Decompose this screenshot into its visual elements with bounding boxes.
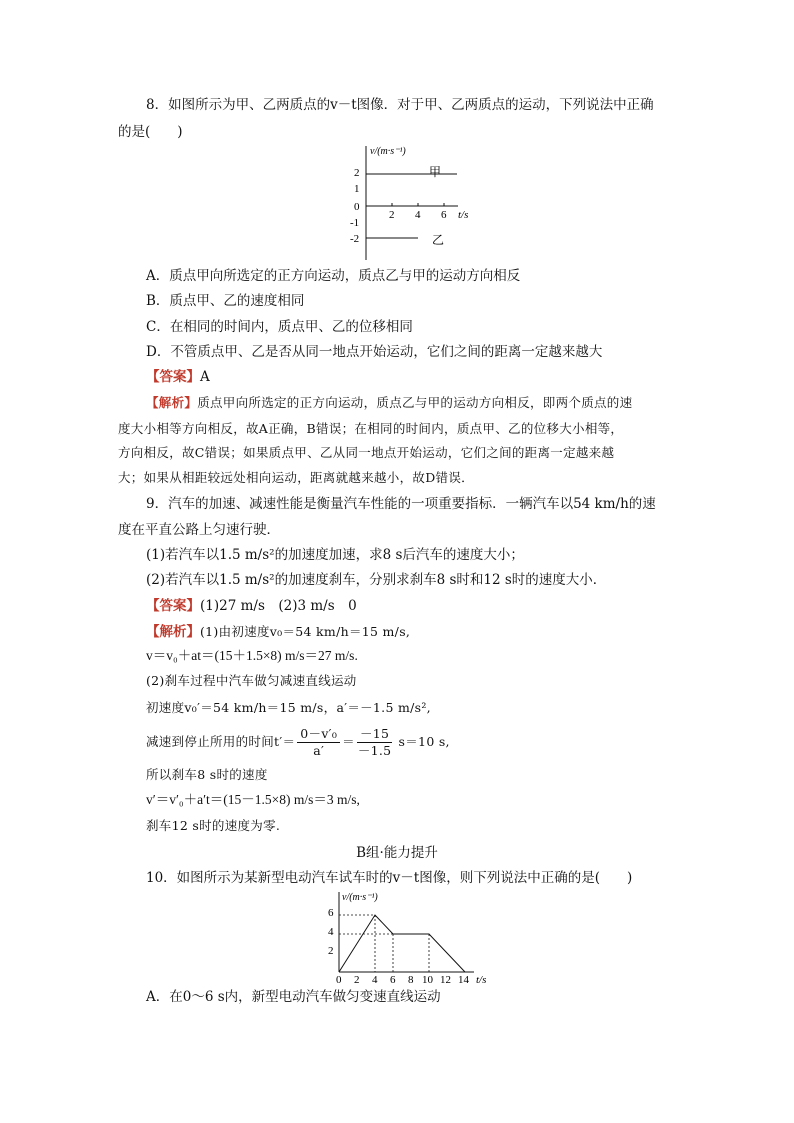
q8-xtick: 4 (415, 209, 421, 221)
q10-xtick: 12 (440, 974, 451, 984)
q9-stem-line1: 9．汽车的加速、减速性能是衡量汽车性能的一项重要指标．一辆汽车以54 km/h的速 (146, 496, 656, 512)
q8-analysis-line1 (146, 394, 632, 412)
q10-xtick: 14 (458, 974, 469, 984)
q8-analysis-line2: 度大小相等方向相反，故A正确，B错误；在相同的时间内，质点甲、乙的位移大小相等， (118, 421, 624, 436)
fraction-denominator: －1.5 (357, 743, 392, 758)
q10-ytick: 2 (328, 945, 334, 957)
q8-option-b: B．质点甲、乙的速度相同 (146, 293, 305, 309)
q8-analysis-line3: 方向相反，故C错误；如果质点甲、乙从同一地点开始运动，它们之间的距离一定越来越 (118, 445, 615, 460)
q10-ytick: 4 (328, 926, 334, 938)
q8-label-yi: 乙 (432, 233, 445, 247)
q8-ytick: -2 (350, 233, 360, 245)
fraction (357, 726, 392, 759)
q9-analysis-text: (1)由初速度v₀＝54 km/h＝15 m/s, (200, 624, 411, 639)
answer-tag: 【答案】 (146, 598, 200, 614)
fraction (297, 726, 340, 759)
q9-analysis-a2: v＝v₀＋at＝(15＋1.5×8) m/s＝27 m/s. (146, 648, 358, 663)
q9-answer-value: (1)27 m/s (2)3 m/s 0 (200, 598, 357, 614)
q8-analysis-line4: 大；如果从相距较远处相向运动，距离就越来越小，故D错误． (118, 470, 474, 485)
q10-xlabel: t/s (476, 974, 487, 984)
fraction-denominator: a′ (313, 743, 325, 758)
analysis-tag: 【解析】 (146, 395, 198, 410)
q10-xtick: 8 (408, 974, 414, 984)
q8-label-jia: 甲 (429, 165, 442, 179)
fraction-numerator: －15 (357, 726, 392, 743)
q9-analysis-a8: 刹车12 s时的速度为零. (146, 818, 281, 833)
q10-xtick: 0 (336, 974, 342, 984)
q8-option-c: C．在相同的时间内，质点甲、乙的位移相同 (146, 319, 413, 335)
q10-series-line (339, 915, 465, 972)
q9-a5-prefix: 减速到停止所用的时间t′＝ (146, 734, 296, 749)
q10-ylabel: v/(m·s⁻¹) (342, 892, 378, 903)
q10-option-a: A．在0～6 s内，新型电动汽车做匀变速直线运动 (146, 989, 441, 1005)
q10-vt-chart (316, 888, 506, 984)
q8-ytick: -1 (350, 217, 360, 229)
q8-option-a: A．质点甲向所选定的正方向运动，质点乙与甲的运动方向相反 (146, 268, 521, 284)
q8-vt-chart (340, 140, 490, 262)
q9-a5-suffix: s＝10 s, (398, 734, 450, 749)
q8-answer (146, 368, 210, 386)
q9-analysis-a1 (146, 623, 410, 641)
q8-ytick: 1 (354, 183, 360, 195)
q10-ytick: 6 (328, 907, 334, 919)
analysis-tag: 【解析】 (146, 624, 200, 640)
section-heading-b: B组·能力提升 (356, 845, 438, 861)
q9-answer (146, 597, 357, 615)
q8-ylabel: v/(m·s⁻¹) (370, 146, 406, 157)
q9-stem-line2: 度在平直公路上匀速行驶． (118, 522, 280, 538)
q9-analysis-a4: 初速度v₀′＝54 km/h＝15 m/s，a′＝－1.5 m/s², (146, 700, 431, 715)
q8-analysis-text: 质点甲向所选定的正方向运动，质点乙与甲的运动方向相反，即两个质点的速 (197, 395, 633, 410)
q10-xtick: 4 (372, 974, 378, 984)
q10-xtick: 2 (354, 974, 360, 984)
q9-sub2: (2)若汽车以1.5 m/s²的加速度刹车，分别求刹车8 s时和12 s时的速度大小． (146, 572, 607, 588)
q8-stem-line1: 8．如图所示为甲、乙两质点的v－t图像．对于甲、乙两质点的运动，下列说法中正确 (146, 97, 654, 113)
q8-answer-value: A (200, 369, 210, 385)
q8-ytick: 0 (354, 201, 360, 213)
q9-a5-eq: ＝ (342, 734, 355, 749)
q9-analysis-a6: 所以刹车8 s时的速度 (146, 767, 268, 782)
q8-xlabel: t/s (458, 209, 469, 221)
fraction-numerator: 0－v′₀ (297, 726, 340, 743)
q10-xtick: 6 (390, 974, 396, 984)
q8-xtick: 6 (441, 209, 447, 221)
q8-ytick: 2 (354, 167, 360, 179)
q9-sub1: (1)若汽车以1.5 m/s²的加速度加速，求8 s后汽车的速度大小； (146, 547, 524, 563)
q8-xtick: 2 (389, 209, 395, 221)
q8-option-d: D．不管质点甲、乙是否从同一地点开始运动，它们之间的距离一定越来越大 (146, 344, 603, 360)
q9-analysis-a5 (146, 724, 450, 760)
q9-analysis-a3: (2)刹车过程中汽车做匀减速直线运动 (146, 673, 357, 688)
q10-xtick: 10 (422, 974, 433, 984)
q9-analysis-a7: v′＝v′₀＋a′t＝(15－1.5×8) m/s＝3 m/s, (146, 792, 360, 807)
q8-stem-line2: 的是( ) (118, 124, 183, 140)
q10-stem: 10．如图所示为某新型电动汽车试车时的v－t图像，则下列说法中正确的是( ) (146, 870, 633, 886)
answer-tag: 【答案】 (146, 369, 200, 385)
